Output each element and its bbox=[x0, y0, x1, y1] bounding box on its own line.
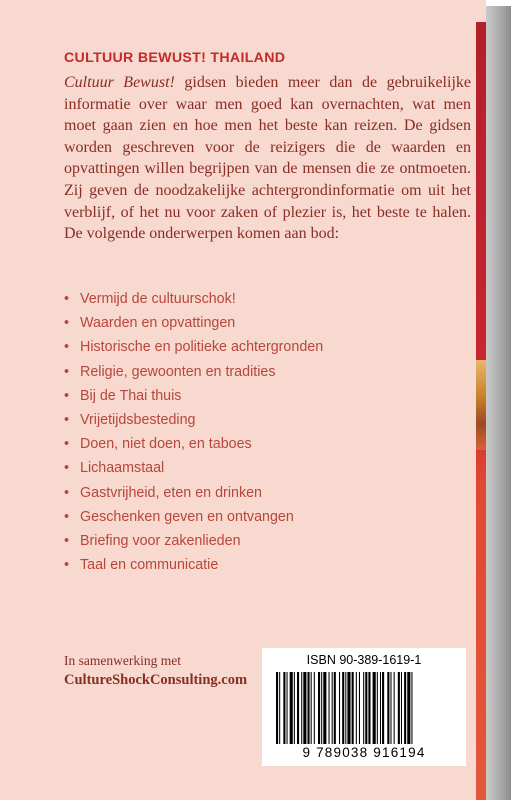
temple-image-strip bbox=[476, 360, 486, 450]
barcode-bar bbox=[382, 672, 384, 744]
page-edge bbox=[486, 6, 511, 800]
barcode-bar bbox=[332, 672, 333, 744]
barcode-bar bbox=[398, 672, 400, 744]
barcode-bar bbox=[373, 672, 376, 744]
barcode-bar bbox=[411, 672, 412, 744]
bullet-icon: • bbox=[64, 460, 70, 477]
barcode-bar bbox=[347, 672, 350, 744]
bullet-icon: • bbox=[64, 557, 70, 574]
list-item bbox=[64, 505, 323, 529]
barcode-bar bbox=[339, 672, 340, 744]
list-item bbox=[64, 287, 323, 311]
barcode-bar bbox=[407, 672, 410, 744]
barcode-bar bbox=[314, 672, 315, 744]
barcode-bar bbox=[334, 672, 336, 744]
topic-label: Vermijd de cultuurschok! bbox=[80, 291, 236, 307]
topic-label: Geschenken geven en ontvangen bbox=[80, 508, 294, 525]
topic-label: Bij de Thai thuis bbox=[80, 387, 182, 404]
partner-credit bbox=[64, 652, 247, 690]
barcode-bar bbox=[297, 672, 299, 744]
list-item bbox=[64, 529, 323, 553]
barcode-bar bbox=[401, 672, 402, 744]
barcode-bar bbox=[279, 672, 280, 744]
list-item bbox=[64, 360, 323, 384]
topic-label: Gastvrijheid, eten en drinken bbox=[80, 484, 262, 501]
barcode-bar bbox=[387, 672, 389, 744]
barcode-bar bbox=[359, 672, 360, 744]
list-item bbox=[64, 553, 323, 577]
ean-digits: 9 789038 916194 bbox=[302, 745, 426, 760]
list-item bbox=[64, 384, 323, 408]
bullet-icon: • bbox=[64, 387, 70, 404]
bullet-icon: • bbox=[64, 291, 70, 307]
intro-paragraph bbox=[64, 72, 471, 245]
bullet-icon: • bbox=[64, 339, 70, 356]
barcode-bar bbox=[321, 672, 322, 744]
barcode-bar bbox=[404, 672, 406, 744]
barcode-bar bbox=[356, 672, 357, 744]
barcode-bar bbox=[329, 672, 330, 744]
topic-list bbox=[64, 287, 323, 577]
bullet-icon: • bbox=[64, 436, 70, 453]
barcode-bar bbox=[345, 672, 346, 744]
topic-label: Waarden en opvattingen bbox=[80, 315, 236, 332]
topic-label: Briefing voor zakenlieden bbox=[80, 532, 241, 549]
bullet-icon: • bbox=[64, 484, 70, 501]
topic-label: Religie, gewoonten en tradities bbox=[80, 363, 276, 380]
intro-text: gidsen bieden meer dan de gebruikelijke informatie over waar men goed kan overnachten, wat men moet gaan zien en hoe men het beste kan reizen. De gidsen worden geschreven voor de reizigers die de waarden en opvattingen willen begrijpen van de mensen die ze ontmoeten. Zij geven de noodzakelijke achtergrondinformatie om uit het verblijf, of het nu voor zaken of plezier is, het beste te halen. De volgende onderwerpen komen aan bod: bbox=[64, 74, 471, 243]
list-item bbox=[64, 481, 323, 505]
bullet-icon: • bbox=[64, 411, 70, 428]
list-item bbox=[64, 408, 323, 432]
barcode-bar bbox=[311, 672, 312, 744]
barcode-bar bbox=[308, 672, 310, 744]
list-item bbox=[64, 311, 323, 335]
barcode-bar bbox=[294, 672, 295, 744]
bullet-icon: • bbox=[64, 315, 70, 332]
barcode-bar bbox=[352, 672, 354, 744]
barcode-bar bbox=[287, 672, 288, 744]
list-item bbox=[64, 432, 323, 456]
bullet-icon: • bbox=[64, 363, 70, 380]
topic-label: Taal en communicatie bbox=[80, 557, 219, 574]
barcode-bar bbox=[365, 672, 367, 744]
barcode-bar bbox=[377, 672, 378, 744]
barcode-bar bbox=[301, 672, 302, 744]
partner-website: CultureShockConsulting.com bbox=[64, 672, 248, 688]
barcode-bar bbox=[276, 672, 278, 744]
bullet-icon: • bbox=[64, 508, 70, 525]
topic-label: Lichaamstaal bbox=[80, 460, 165, 477]
topic-label: Doen, niet doen, en taboes bbox=[80, 436, 252, 453]
barcode-bar bbox=[290, 672, 293, 744]
barcode-panel bbox=[262, 648, 466, 766]
topic-label: Historische en politieke achtergronden bbox=[80, 339, 324, 356]
barcode-bar bbox=[363, 672, 364, 744]
barcode-bar bbox=[323, 672, 326, 744]
bullet-icon: • bbox=[64, 532, 70, 549]
barcode-bar bbox=[283, 672, 285, 744]
barcode-bar bbox=[390, 672, 391, 744]
barcode-bar bbox=[394, 672, 395, 744]
barcode-bar bbox=[303, 672, 306, 744]
barcode-bar bbox=[380, 672, 381, 744]
isbn-number: ISBN 90-389-1619-1 bbox=[306, 653, 422, 667]
list-item bbox=[64, 335, 323, 359]
barcode-icon bbox=[276, 672, 452, 744]
book-title: CULTUUR BEWUST! THAILAND bbox=[64, 50, 286, 66]
barcode-bar bbox=[342, 672, 344, 744]
barcode-bar bbox=[368, 672, 370, 744]
intro-series-name: Cultuur Bewust! bbox=[64, 74, 175, 91]
partner-intro: In samenwerking met bbox=[64, 653, 181, 668]
list-item bbox=[64, 456, 323, 480]
barcode-bar bbox=[318, 672, 320, 744]
topic-label: Vrijetijdsbesteding bbox=[80, 411, 196, 428]
